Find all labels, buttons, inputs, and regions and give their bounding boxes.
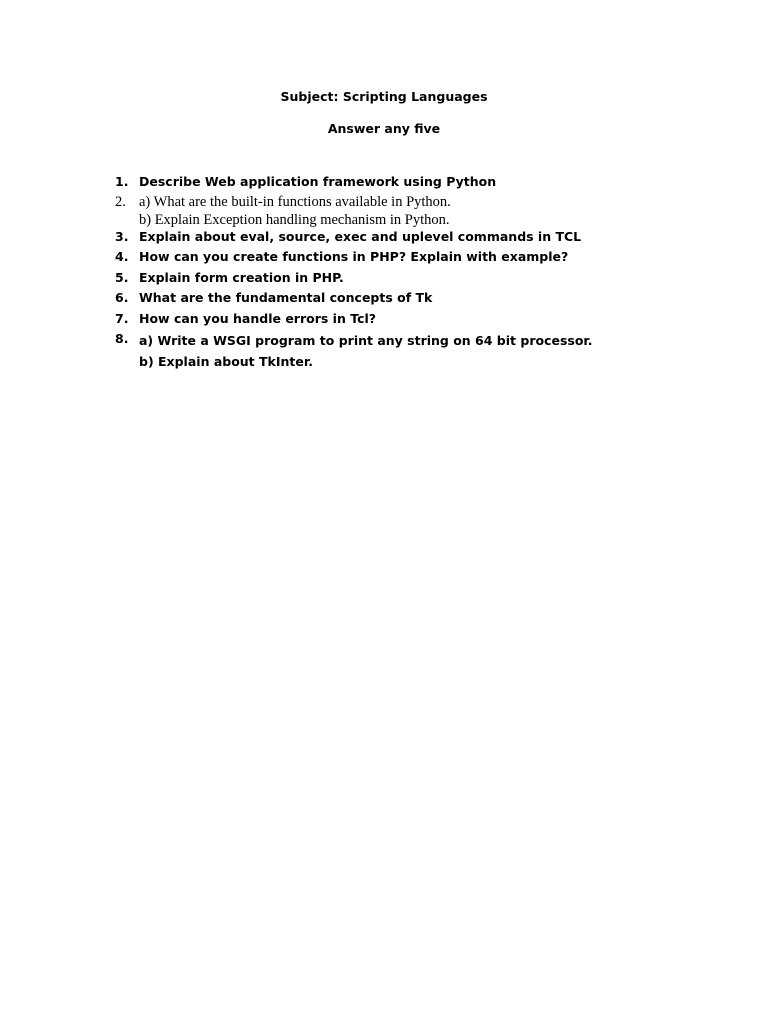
question-number: 1.	[115, 174, 129, 189]
question-text	[139, 248, 699, 266]
question-line: What are the fundamental concepts of Tk	[139, 290, 433, 305]
question-line: How can you handle errors in Tcl?	[139, 311, 377, 326]
question-text	[139, 173, 699, 191]
question-text	[139, 193, 699, 229]
question-text	[139, 228, 699, 246]
question-text	[139, 289, 699, 307]
question-text	[139, 269, 699, 287]
question-number: 7.	[115, 311, 129, 326]
question-line: How can you create functions in PHP? Explain with example?	[139, 249, 569, 264]
question-part-b: b) Explain Exception handling mechanism in Python.	[139, 212, 450, 228]
question-number: 3.	[115, 229, 129, 244]
answer-instruction: Answer any five	[327, 121, 441, 136]
question-text	[139, 310, 699, 328]
question-part-a: a) Write a WSGI program to print any string on 64 bit processor.	[139, 333, 593, 348]
question-number: 4.	[115, 249, 129, 264]
question-line: Describe Web application framework using Python	[139, 174, 497, 189]
question-number: 5.	[115, 270, 129, 285]
subject-heading: Subject: Scripting Languages	[280, 89, 488, 104]
question-part-a: a) What are the built-in functions available in Python.	[139, 194, 451, 210]
question-line: Explain about eval, source, exec and uplevel commands in TCL	[139, 229, 582, 244]
question-part-b: b) Explain about TkInter.	[139, 354, 313, 369]
question-number: 2.	[115, 194, 126, 210]
question-line: Explain form creation in PHP.	[139, 270, 344, 285]
question-number: 6.	[115, 290, 129, 305]
question-number: 8.	[115, 331, 129, 346]
question-text	[139, 330, 699, 372]
